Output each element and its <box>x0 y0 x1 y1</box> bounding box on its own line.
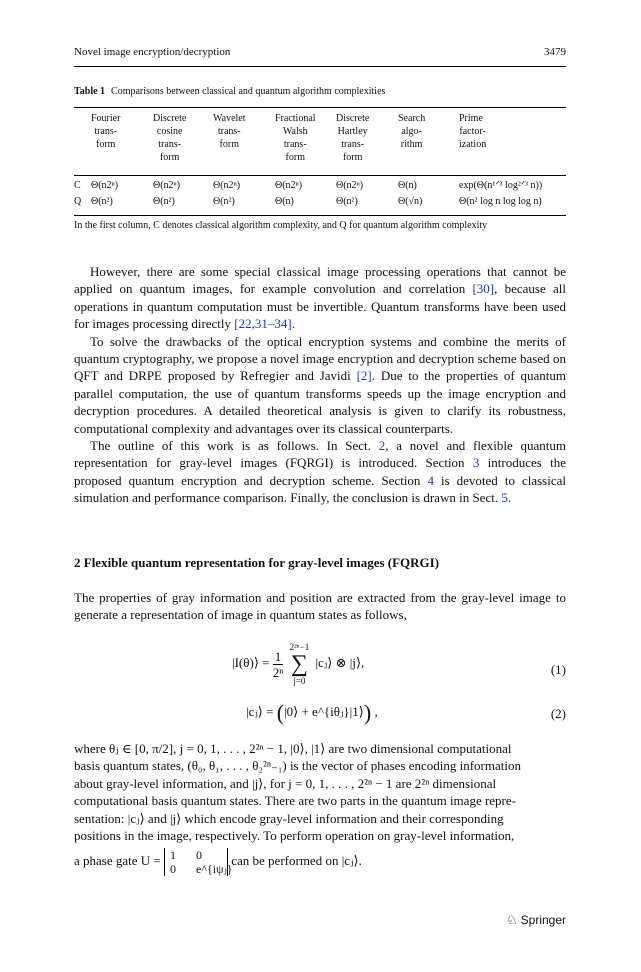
eq1-upper-limit: 2²ⁿ−1 <box>289 642 310 652</box>
running-head <box>74 46 566 58</box>
column-header-line: trans- <box>158 139 182 150</box>
link-section-4[interactable]: 4 <box>427 472 434 488</box>
p1-text-a: However, there are some special classical image processing operations that cannot be applied on quantum images, for example convolution and correlation <box>74 264 566 297</box>
p2-text-a: To solve the drawbacks of the optical encryption systems and combine the merits of quantum cryptography, we propose a novel image encryption and decryption scheme based on QFT and DRPE proposed by Refregier and Javidi <box>74 333 566 384</box>
table-cell: Θ(n²) <box>336 196 358 207</box>
table-cell: Θ(n2ⁿ) <box>153 180 181 191</box>
eq1-lower-limit: j=0 <box>293 676 306 686</box>
table-cell: Θ(n²) <box>153 196 175 207</box>
table-cell: Θ(√n) <box>398 196 423 207</box>
table-cell: Θ(n) <box>275 196 294 207</box>
table-cell: Θ(n²) <box>213 196 235 207</box>
column-header-line: Prime <box>459 113 483 124</box>
column-header-line: ization <box>459 139 487 150</box>
running-title: Novel image encryption/decryption <box>74 46 231 58</box>
paragraph-1 <box>74 263 566 333</box>
column-header-line: form <box>285 152 305 163</box>
table-caption-text: Comparisons between classical and quantum algorithm complexities <box>111 86 386 97</box>
table-cell: Θ(n²) <box>91 196 113 207</box>
column-header-line: form <box>219 139 239 150</box>
row-label: C <box>74 180 81 191</box>
section-intro-text: The properties of gray information and position are extracted from the gray-level image to generate a representation of image in quantum states as follows, <box>74 590 566 623</box>
column-header-line: Walsh <box>282 126 308 137</box>
eq2-lhs: |cⱼ⟩ = <box>246 703 274 719</box>
matrix-row-2 <box>170 862 233 877</box>
publisher-name: Springer <box>520 913 566 927</box>
p3-text-c: introduces the proposed quantum encryption and decryption scheme. Section <box>74 455 566 488</box>
m22: e^{iψⱼ} <box>196 862 233 877</box>
table-cell: Θ(n2ⁿ) <box>275 180 303 191</box>
column-header-line: form <box>159 152 180 163</box>
column-header <box>275 112 316 164</box>
column-header-line: Wavelet <box>213 113 246 124</box>
p3-end: . <box>507 490 512 506</box>
eq2-rhs: |0⟩ + e^{iθⱼ}|1⟩ <box>284 703 364 719</box>
table-note: In the first column, C denotes classical algorithm complexity, and Q for quantum algorithm complexity <box>74 220 488 231</box>
left-paren-icon: ( <box>276 700 285 725</box>
column-header-line: Hartley <box>337 126 368 137</box>
phase-gate-tail: can be performed on |cⱼ⟩. <box>231 853 362 869</box>
phase-gate-label: a phase gate U = <box>74 853 161 869</box>
column-header-line: cosine <box>156 126 183 137</box>
citation-30[interactable]: [30] <box>472 281 495 297</box>
section-heading: 2 Flexible quantum representation for gray-level images (FQRGI) <box>74 555 440 570</box>
table-cell: Θ(n² log n log log n) <box>459 196 542 207</box>
column-header-line: Discrete <box>153 113 187 124</box>
link-sect-2[interactable]: 2 <box>378 438 386 454</box>
table-mid-rule <box>74 175 566 176</box>
eq1-denominator: 2ⁿ <box>272 664 284 680</box>
eq1-rhs: |cⱼ⟩ ⊗ |j⟩, <box>315 654 365 670</box>
column-header-line: form <box>342 152 363 163</box>
eq1-fraction <box>273 649 284 680</box>
def-line-1: where θⱼ ∈ [0, π/2], j = 0, 1, . . . , 2²ⁿ − 1, |0⟩, |1⟩ are two dimensional computational <box>74 741 512 756</box>
m11: 1 <box>170 848 176 863</box>
column-header-line: Fourier <box>91 113 121 124</box>
m21: 0 <box>170 862 176 877</box>
citation-22-31-34[interactable]: [22,31–34] <box>234 316 292 332</box>
p3-text-d: is devoted to classical simulation and performance comparison. Finally, the conclusion is drawn in Sect. <box>74 472 566 506</box>
p1-text-b: , because all operations in quantum computation must be invertible. Quantum transforms have been used for images processing directly <box>74 281 567 332</box>
matrix-row-1 <box>170 848 222 862</box>
intro-paragraphs <box>74 263 566 507</box>
citation-2[interactable]: [2] <box>356 368 372 384</box>
column-header-line: factor- <box>459 126 486 137</box>
table-cell: Θ(n) <box>398 180 417 191</box>
eq1-summation <box>290 642 310 686</box>
table-label: Table 1 <box>74 86 106 97</box>
column-header-line: Fractional <box>275 113 316 124</box>
column-header <box>213 112 246 151</box>
paragraph-2 <box>74 333 566 437</box>
phase-gate-matrix <box>164 848 233 877</box>
eq1-number: (1) <box>550 662 566 677</box>
row-label: Q <box>74 196 82 207</box>
table-cell: Θ(n2ⁿ) <box>91 180 119 191</box>
table-cell: exp(Θ(n¹ᐟ³ log²ᐟ³ n)) <box>459 180 543 191</box>
table-bottom-rule <box>74 215 566 216</box>
p2-text-b: . Due to the properties of quantum parallel computation, the use of quantum transforms speeds up the image encryption and decryption procedures. A detailed theoretical analysis is given to clarify its robustness, computational complexity and advantages over its classical counterparts. <box>74 368 566 436</box>
link-sect-5[interactable]: 5 <box>501 490 508 506</box>
column-header-line: Discrete <box>336 113 370 124</box>
column-header <box>459 112 486 151</box>
sigma-icon: ∑ <box>290 651 308 677</box>
publisher-logo <box>506 912 566 928</box>
table-caption <box>74 86 385 97</box>
equation-1 <box>232 642 364 686</box>
def-line-4: computational basis quantum states. There are two parts in the quantum image repre- <box>74 793 516 809</box>
section-intro <box>74 589 566 624</box>
table-top-rule <box>74 107 566 108</box>
eq1-lhs: |I(θ)⟩ = <box>232 654 270 670</box>
column-header-line: trans- <box>283 139 307 150</box>
column-header-line: algo- <box>401 126 422 137</box>
definition-paragraph <box>74 740 566 876</box>
column-header-line: form <box>96 139 116 150</box>
column-header-line: trans- <box>94 126 118 137</box>
table-cell: Θ(n2ⁿ) <box>336 180 364 191</box>
paragraph-3 <box>74 437 566 507</box>
def-line-5: sentation: |cⱼ⟩ and |j⟩ which encode gray-level information and their corresponding <box>74 810 504 826</box>
link-section-3[interactable]: 3 <box>472 455 480 471</box>
equation-2: |cⱼ⟩ = (|0⟩ + e^{iθⱼ}|1⟩) , <box>246 700 378 725</box>
def-line-3: about gray-level information, and |j⟩, for j = 0, 1, . . . , 2²ⁿ − 1 are 2²ⁿ dimensional <box>74 775 497 791</box>
column-header <box>336 112 369 164</box>
springer-horse-icon: ♘ <box>505 912 518 927</box>
def-line-2: basis quantum states, (θ₀, θ₁, . . . , θ₂²ⁿ₋₁) is the vector of phases encoding information <box>74 758 521 774</box>
def-line-7 <box>74 848 566 876</box>
eq2-number: (2) <box>550 706 566 721</box>
column-header-line: trans- <box>341 139 365 150</box>
m12: 0 <box>196 848 202 863</box>
right-paren-icon: ) <box>363 700 372 725</box>
p3-text-b: , a novel and flexible quantum representation for gray-level images (FQRGI) is introduced. Section <box>74 438 566 471</box>
column-header-line: Search <box>398 113 426 124</box>
header-rule <box>74 66 566 67</box>
table-cell: Θ(n2ⁿ) <box>213 180 241 191</box>
def-line-6: positions in the image, respectively. To perform operation on gray-level information, <box>74 828 515 844</box>
column-header <box>91 112 120 151</box>
p3-text-a: The outline of this work is as follows. In Sect. <box>90 438 379 454</box>
page-number: 3479 <box>544 46 566 58</box>
eq1-numerator: 1 <box>273 649 284 665</box>
column-header <box>153 112 186 164</box>
p1-end: . <box>291 316 295 332</box>
column-header-line: rithm <box>400 139 423 150</box>
column-header <box>398 112 425 151</box>
column-header-line: trans- <box>217 126 241 137</box>
